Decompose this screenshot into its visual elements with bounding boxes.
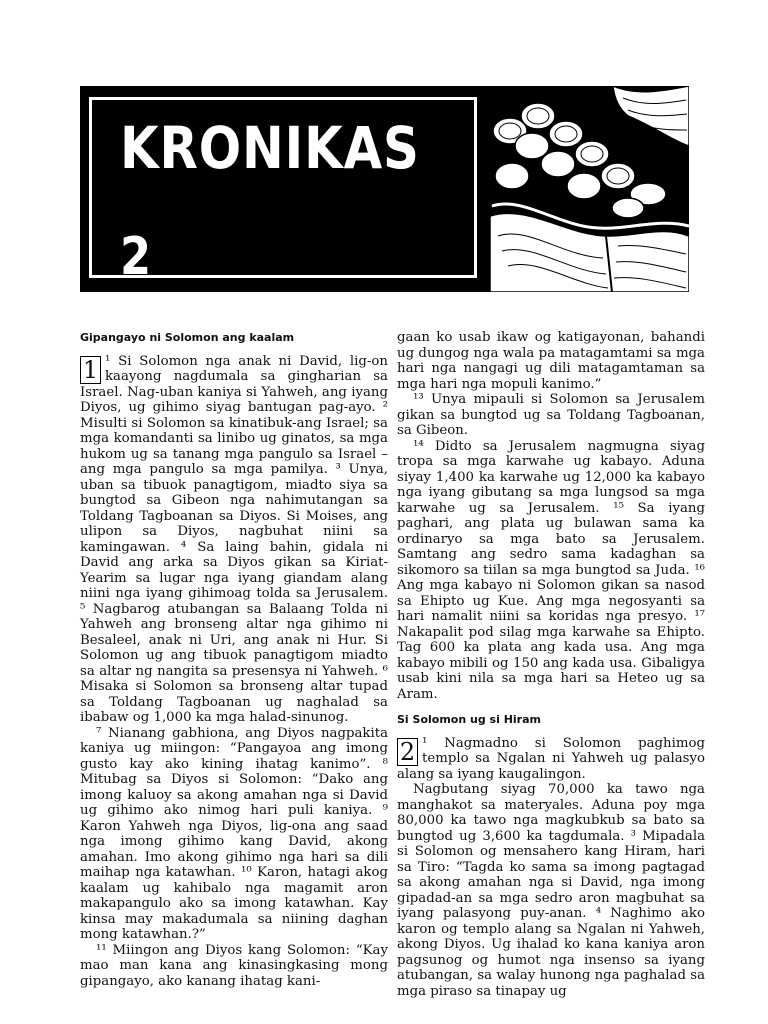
scroll-and-coins-illustration (488, 86, 689, 292)
title-frame (89, 97, 477, 287)
book-number: 2 (120, 227, 152, 287)
section-heading: Si Solomon ug si Hiram (397, 713, 541, 726)
book-title-banner (80, 86, 689, 292)
paragraph: ⁷ Nianang gabhiona, ang Diyos nagpakita kaniya ug miingon: “Pangayoa ang imong gusto kay ako kining ihatag kanimo”. ⁸ Mitubag sa Diyos si Solomon: “Dako ang imong kaluoy sa akong amahan nga si David ug gihimo ako nimog hari puli kaniya. ⁹ Karon Yahweh nga Diyos, lig-ona ang saad nga imong gihimo kang David, akong amahan. Imo akong gihimo nga hari sa dili maihap nga katawhan. ¹⁰ Karon, hatagi akog kaalam ug kahibalo nga magamit aron makapangulo ako sa imong katawhan. Kay kinsa may makadumala sa niining daghan mong katawhan.?” (80, 725, 388, 942)
paragraph (397, 736, 705, 783)
left-text-column (80, 330, 388, 989)
paragraph-text: ¹ Nagmadno si Solomon paghimog templo sa Ngalan ni Yahweh ug palasyo alang sa iyang kaugalingon. (397, 735, 705, 782)
paragraph: gaan ko usab ikaw og katigayonan, bahandi ug dungog nga wala pa matagamtami sa mga hari nga nangagi ug dili matagamtaman sa mga hari nga mopuli kanimo.” (397, 330, 705, 392)
paragraph: ¹¹ Miingon ang Diyos kang Solomon: “Kay mao man kana ang kinasingkasing mong gipangayo, ako kanang ihatag kani- (80, 942, 388, 989)
paragraph (80, 354, 388, 726)
paragraph: ¹⁴ Didto sa Jerusalem nagmugna siyag tropa sa mga karwahe ug kabayo. Aduna siyay 1,400 ka karwahe ug 12,000 ka kabayo nga iyang gibutang sa mga lungsod sa mga karwahe ug sa Jerusalem. ¹⁵ Sa iyang paghari, ang plata ug bulawan sama ka ordinaryo sa mga bato sa Jerusalem. Samtang ang sedro sama kadaghan sa sikomoro sa tiilan sa mga bungtod sa Juda. ¹⁶ Ang mga kabayo ni Solomon gikan sa nasod sa Ehipto ug Kue. Ang mga negosyanti sa hari namalit niini sa koridas nga presyo. ¹⁷ Nakapalit pod silag mga karwahe sa Ehipto. Tag 600 ka plata ang kada usa. Ang mga kabayo mibili og 150 ang kada usa. Gibaligya usab kini nila sa mga hari sa Heteo ug sa Aram. (397, 438, 705, 702)
right-text-column (397, 330, 705, 999)
section-heading: Gipangayo ni Solomon ang kaalam (80, 331, 295, 344)
chapter-number: 2 (397, 738, 418, 766)
chapter-number: 1 (80, 356, 101, 384)
book-title: KRONIKAS (120, 114, 420, 182)
paragraph-text: ¹ Si Solomon nga anak ni David, lig-on kaayong nagdumala sa gingharian sa Israel. Nag-uban kaniya si Yahweh, ang iyang Diyos, ug gihimo siyag bantugan pag-ayo. ² Misulti si Solomon sa kinatibuk-ang Israel; sa mga komandanti sa linibo ug ginatos, sa mga hukom ug sa tanang mga pangulo sa Israel – ang mga pangulo sa mga pamilya. ³ Unya, uban sa tibuok panagtigom, miadto siya sa bungtod sa Gibeon nga nahimutangan sa Toldang Tagboanan sa Diyos. Si Moises, ang ulipon sa Diyos, nagbuhat niini sa kamingawan. ⁴ Sa laing bahin, gidala ni David ang arka sa Diyos gikan sa Kiriat-Yearim sa lugar nga iyang giandam alang niini nga iyang gihimoag tolda sa Jerusalem. ⁵ Nagbarog atubangan sa Balaang Tolda ni Yahweh ang bronseng altar nga gihimo ni Besaleel, anak ni Uri, ang anak ni Hur. Si Solomon ug ang tibuok panagtigom miadto sa altar ng nangita sa presensya ni Yahweh. ⁶ Misaka si Solomon sa bronseng altar tupad sa Toldang Tagboanan ug naghalad sa ibabaw og 1,000 ka mga halad-sinunog. (80, 353, 388, 725)
paragraph: Nagbutang siyag 70,000 ka tawo nga manghakot sa materyales. Aduna poy mga 80,000 ka tawo nga magkubkub sa bato sa bungtod ug 3,600 ka tagdumala. ³ Mipadala si Solomon og mensahero kang Hiram, hari sa Tiro: “Tagda ko sama sa imong pagtagad sa akong amahan nga si David, nga imong gipadad-an sa mga sedro aron magbuhat sa iyang palasyong puy-anan. ⁴ Naghimo ako karon og templo alang sa Ngalan ni Yahweh, akong Diyos. Ug ihalad ko kana kaniya aron pagsunog og humot nga insenso sa iyang atubangan, sa walay hunong nga paghalad sa mga piraso sa tinapay ug (397, 782, 705, 999)
paragraph: ¹³ Unya mipauli si Solomon sa Jerusalem gikan sa bungtod ug sa Toldang Tagboanan, sa Gibeon. (397, 392, 705, 438)
